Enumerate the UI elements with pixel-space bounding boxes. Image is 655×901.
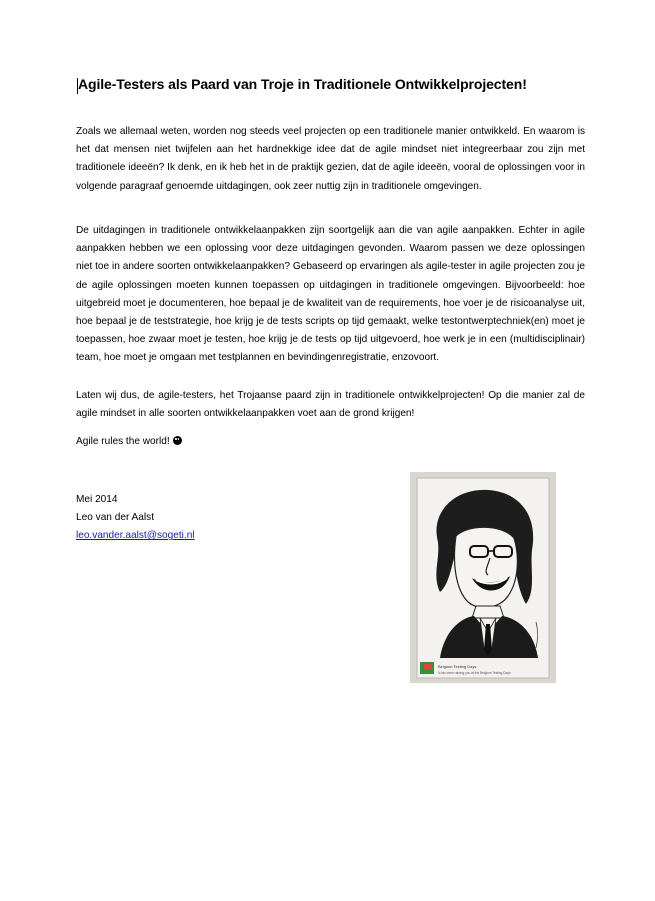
closing-text: Agile rules the world!: [76, 436, 170, 447]
smiley-icon: [173, 436, 182, 445]
banner-line-2: It has been raining you at the Belgium Testing Days: [438, 671, 511, 675]
caricature-portrait-icon: [410, 472, 556, 683]
signature-email-link[interactable]: leo.vander.aalst@sogeti.nl: [76, 530, 195, 542]
paragraph-trojan-horse: Laten wij dus, de agile-testers, het Trojaanse paard zijn in traditionele ontwikkelprojecten! Op die manier zal de agile mindset in alle soorten ontwikkelaanpakken voet aan de grond krijgen!: [76, 390, 585, 420]
paragraph-intro: Zoals we allemaal weten, worden nog steeds veel projecten op een traditionele manier ontwikkeld. En waarom is het dat mensen niet twijfelen aan het hardnekkige idee dat de agile mindset niet integreerbaar zou zijn met traditionele ideeën? Ik denk, en ik heb het in de praktijk gezien, dat de agile ideeën, vooral de oplossingen voor in volgende paragraaf genoemde uitdagingen, ook zeer nuttig zijn in traditionele omgevingen.: [76, 126, 585, 192]
banner-line-1: Belgium Testing Days: [438, 664, 477, 669]
signature-name: Leo van der Aalst: [76, 512, 154, 524]
signature-block: [76, 491, 195, 546]
paragraph-closing: [76, 433, 585, 451]
signature-date: Mei 2014: [76, 494, 118, 505]
document-title: Agile-Testers als Paard van Troje in Traditionele Ontwikkelprojecten!: [78, 76, 527, 92]
paragraph-challenges: De uitdagingen in traditionele ontwikkelaanpakken zijn soortgelijk aan die van agile aanpakken. Echter in agile aanpakken hebben we een oplossing voor deze uitdagingen gevonden. Waarom passen we deze oplossingen niet toe in andere soorten ontwikkelaanpakken? Gebaseerd op ervaringen als agile-tester in agile projecten zou je de agile oplossingen moeten kunnen toepassen op uitdagingen in traditionele omgevingen. Bijvoorbeeld: hoe uitgebreid moet je documenteren, hoe bepaal je de kwaliteit van de requirements, hoe voer je de risicoanalyse uit, hoe bepaal je de teststrategie, hoe krijg je de tests scripts op tijd gemaakt, welke testontwerptechniek(en) moet je toepassen, hoe zwaar moet je testen, hoe krijg je de tests op tijd uitgevoerd, hoe werk je in een (multidisciplinair) team, hoe moet je omgaan met testplannen en bevindingenregistratie, enzovoort.: [76, 225, 585, 364]
